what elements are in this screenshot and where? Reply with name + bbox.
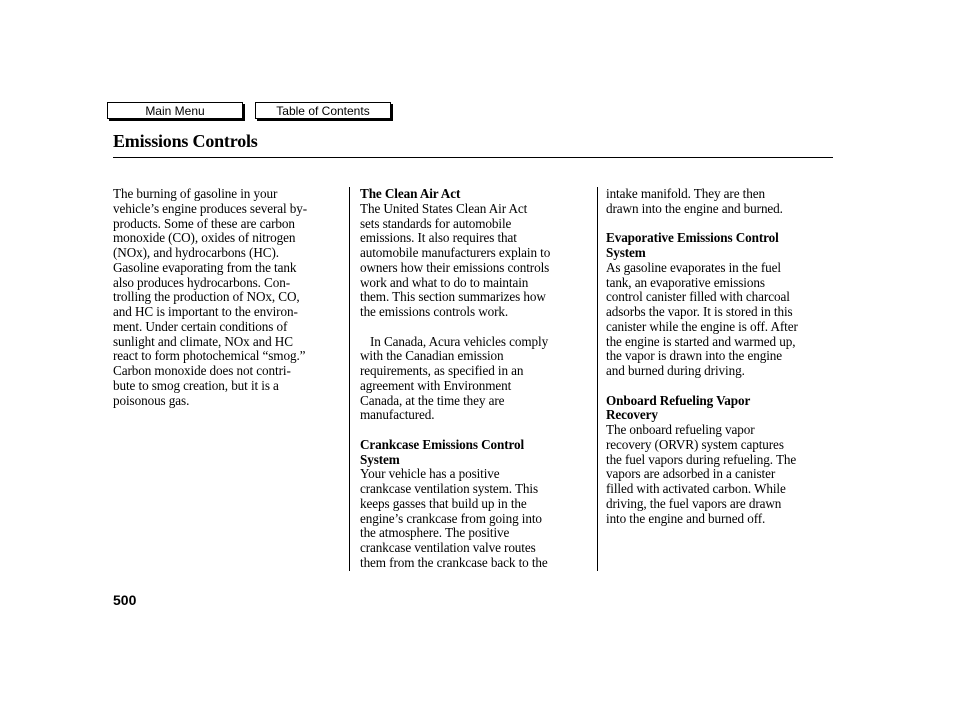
text-column-2 — [360, 187, 588, 571]
evaporative-paragraph: As gasoline evaporates in the fuel tank, an evaporative emissions control canister filled with charcoal adsorbs the vapor. It is stored in this canister while the engine is off. After the engine is started and warmed up, the vapor is drawn into the engine and burned during driving. — [606, 259, 798, 378]
orvr-paragraph: The onboard refueling vapor recovery (ORVR) system captures the fuel vapors during refueling. The vapors are adsorbed in a canister filled with activated carbon. While driving, the fuel vapors are drawn into the engine and burned off. — [606, 422, 797, 526]
main-menu-button[interactable]: Main Menu — [107, 102, 243, 119]
table-of-contents-button[interactable]: Table of Contents — [255, 102, 391, 119]
text-column-1 — [113, 187, 341, 408]
intro-paragraph: The burning of gasoline in your vehicle’s engine produces several by- products. Some of these are carbon monoxide (CO), oxides of nitrogen (NOx), and hydrocarbons (HC). Gasoline evaporating from the tank also produces hydrocarbons. Con- trolling the production of NOx, CO, and HC is important to the environ- ment. Under certain conditions of sunlight and climate, NOx and HC react to form photochemical “smog.” Carbon monoxide does not contri- bute to smog creation, but it is a poisonous gas. — [113, 186, 308, 408]
evaporative-heading: Evaporative Emissions Control System — [606, 230, 779, 260]
page-number: 500 — [113, 592, 137, 608]
crankcase-heading: Crankcase Emissions Control System — [360, 436, 525, 467]
title-divider — [113, 157, 833, 158]
crankcase-paragraph: Your vehicle has a positive crankcase ventilation system. This keeps gasses that build up in the engine’s crankcase from going into the atmosphere. The positive crankcase ventilation valve routes them from the crankcase back to the — [360, 466, 548, 570]
clean-air-act-paragraph: The United States Clean Air Act sets standards for automobile emissions. It also requires that automobile manufacturers explain to owners how their emissions controls work and what to do to maintain them. This section summarizes how the emissions controls work. — [360, 200, 551, 319]
column-divider-1 — [349, 187, 350, 571]
orvr-heading: Onboard Refueling Vapor Recovery — [606, 392, 751, 423]
page-title: Emissions Controls — [113, 131, 258, 151]
clean-air-act-heading: The Clean Air Act — [360, 186, 461, 201]
text-column-3 — [606, 187, 834, 526]
crankcase-continued-paragraph: intake manifold. They are then drawn into the engine and burned. — [606, 186, 783, 216]
canada-paragraph: In Canada, Acura vehicles comply with the Canadian emission requirements, as specified in an agreement with Environment Canada, at the time they are manufactured. — [360, 333, 549, 423]
column-divider-2 — [597, 187, 598, 571]
